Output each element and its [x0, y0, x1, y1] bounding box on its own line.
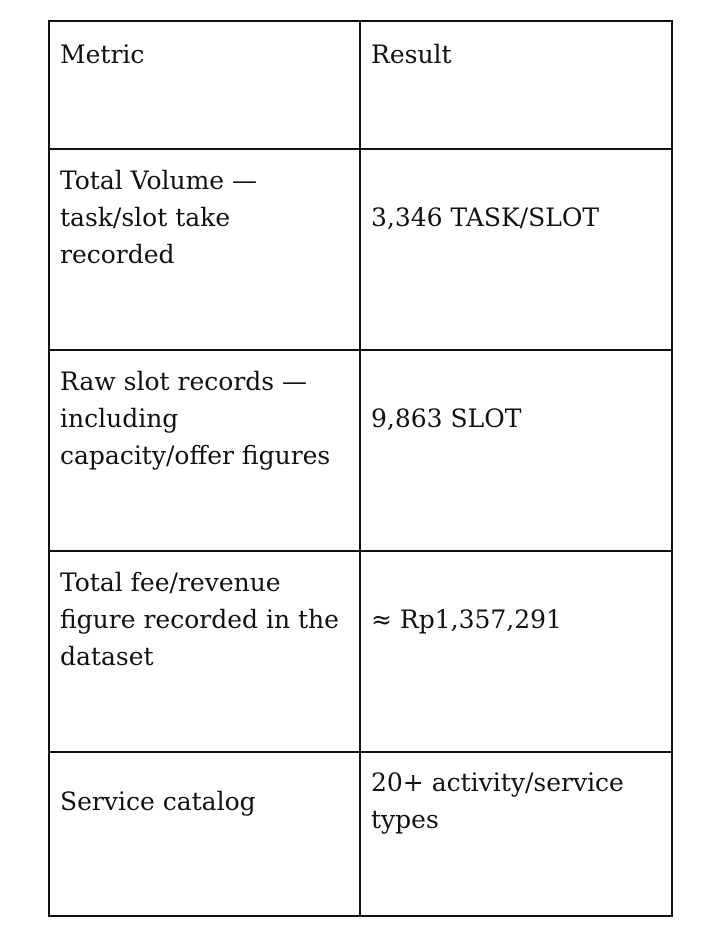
table-row [49, 149, 672, 350]
table-row [49, 350, 672, 551]
metric-cell: Total Volume — task/slot take recorded [49, 149, 360, 350]
result-cell: ≈ Rp1,357,291 [360, 551, 672, 752]
table-header-row [49, 21, 672, 149]
metrics-table [48, 20, 673, 917]
result-cell: 20+ activity/service types [360, 752, 672, 916]
metric-cell: Raw slot records — including capacity/offer figures [49, 350, 360, 551]
result-cell: 3,346 TASK/SLOT [360, 149, 672, 350]
metric-cell: Total fee/revenue figure recorded in the dataset [49, 551, 360, 752]
column-header-metric: Metric [49, 21, 360, 149]
result-cell: 9,863 SLOT [360, 350, 672, 551]
column-header-result: Result [360, 21, 672, 149]
table-row [49, 551, 672, 752]
table-row [49, 752, 672, 916]
metric-cell: Service catalog [49, 752, 360, 916]
